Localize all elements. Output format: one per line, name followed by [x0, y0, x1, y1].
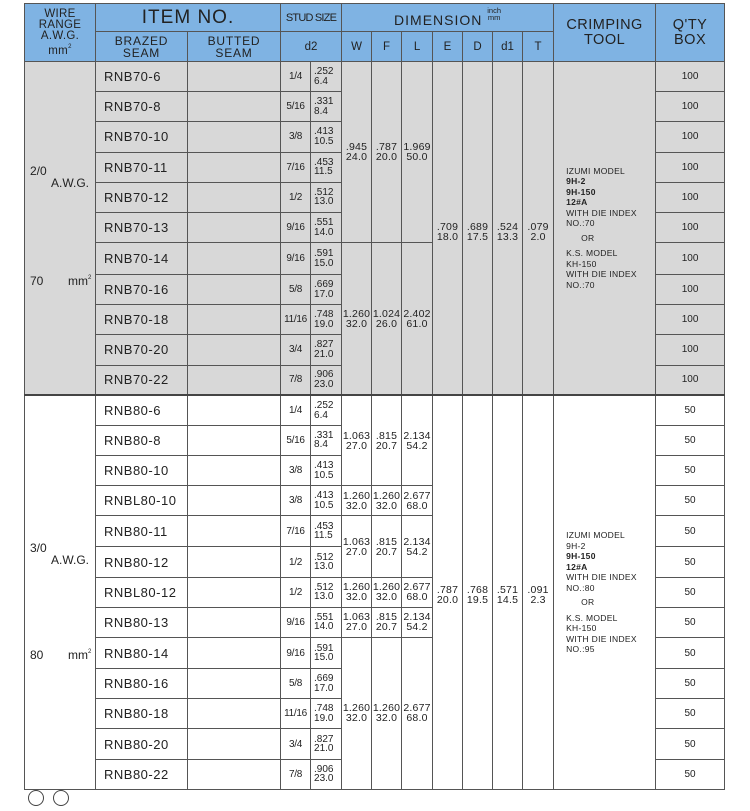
qty-box-cell: 100 — [656, 122, 725, 152]
header-stud-size: STUD SIZE — [281, 4, 342, 32]
crimping-tool-cell: IZUMI MODEL 9H-2 9H-150 12#A WITH DIE INDEX NO.:80 OR K.S. MODEL KH-150 WITH DIE INDEX NO.:95 — [554, 395, 656, 789]
brazed-seam-cell: RNB80-14 — [96, 638, 188, 669]
stud-size-cell: 3/8 — [281, 486, 311, 516]
qty-box-cell: 100 — [656, 92, 725, 122]
stud-size-cell: 9/16 — [281, 607, 311, 637]
butted-seam-cell — [188, 305, 281, 335]
d2-cell: .551 14.0 — [311, 212, 342, 242]
f-dimension-cell: .815 20.7 — [372, 516, 402, 577]
qty-box-cell: 50 — [656, 456, 725, 486]
qty-box-cell: 100 — [656, 62, 725, 92]
d2-cell: .906 23.0 — [311, 759, 342, 789]
l-dimension-cell: 2.134 54.2 — [402, 516, 433, 577]
butted-seam-cell — [188, 152, 281, 182]
brazed-seam-cell: RNB70-12 — [96, 182, 188, 212]
butted-seam-cell — [188, 456, 281, 486]
stud-size-cell: 1/2 — [281, 577, 311, 607]
d2-cell: .453 11.5 — [311, 152, 342, 182]
table-row — [25, 62, 725, 92]
brazed-seam-cell: RNB70-22 — [96, 365, 188, 395]
stud-size-cell: 1/4 — [281, 395, 311, 425]
f-dimension-cell: .815 20.7 — [372, 395, 402, 486]
terminal-spec-table — [24, 3, 725, 790]
qty-box-cell: 50 — [656, 516, 725, 547]
d2-cell: .512 13.0 — [311, 547, 342, 577]
w-dimension-cell: 1.260 32.0 — [342, 638, 372, 790]
butted-seam-cell — [188, 607, 281, 637]
stud-size-cell: 1/2 — [281, 182, 311, 212]
brazed-seam-cell: RNB80-6 — [96, 395, 188, 425]
butted-seam-cell — [188, 669, 281, 699]
butted-seam-cell — [188, 638, 281, 669]
header-item-no: ITEM NO. — [96, 4, 281, 32]
brazed-seam-cell: RNB80-13 — [96, 607, 188, 637]
qty-box-cell: 100 — [656, 305, 725, 335]
d1-dimension-cell: .524 13.3 — [493, 62, 523, 396]
circle-symbol-icon — [28, 790, 44, 806]
butted-seam-cell — [188, 729, 281, 759]
d-dimension-cell: .768 19.5 — [463, 395, 493, 789]
f-dimension-cell: 1.260 32.0 — [372, 486, 402, 516]
brazed-seam-cell: RNB80-12 — [96, 547, 188, 577]
qty-box-cell: 100 — [656, 274, 725, 304]
mm2-value: 80 — [30, 648, 44, 663]
stud-size-cell: 1/4 — [281, 62, 311, 92]
brazed-seam-cell: RNB70-14 — [96, 243, 188, 275]
stud-size-cell: 9/16 — [281, 638, 311, 669]
l-dimension-cell: 2.677 68.0 — [402, 638, 433, 790]
header-brazed-seam: BRAZED SEAM — [96, 32, 188, 62]
awg-unit: A.W.G. — [51, 175, 90, 190]
brazed-seam-cell: RNB80-11 — [96, 516, 188, 547]
d2-cell: .512 13.0 — [311, 577, 342, 607]
qty-box-cell: 50 — [656, 577, 725, 607]
header-dimension: DIMENSION inch mm — [342, 4, 554, 32]
butted-seam-cell — [188, 395, 281, 425]
d2-cell: .748 19.0 — [311, 305, 342, 335]
d-dimension-cell: .689 17.5 — [463, 62, 493, 396]
footnote-symbols — [28, 790, 78, 811]
f-dimension-cell: 1.260 32.0 — [372, 638, 402, 790]
f-dimension-cell: .815 20.7 — [372, 607, 402, 637]
f-dimension-cell: .787 20.0 — [372, 62, 402, 243]
stud-size-cell: 7/16 — [281, 516, 311, 547]
butted-seam-cell — [188, 243, 281, 275]
butted-seam-cell — [188, 425, 281, 455]
qty-box-cell: 50 — [656, 729, 725, 759]
qty-box-cell: 50 — [656, 425, 725, 455]
d2-cell: .591 15.0 — [311, 243, 342, 275]
qty-box-cell: 50 — [656, 607, 725, 637]
d2-cell: .591 15.0 — [311, 638, 342, 669]
butted-seam-cell — [188, 335, 281, 365]
l-dimension-cell: 2.677 68.0 — [402, 486, 433, 516]
qty-box-cell: 50 — [656, 638, 725, 669]
brazed-seam-cell: RNB70-10 — [96, 122, 188, 152]
stud-size-cell: 11/16 — [281, 699, 311, 729]
header-d2: d2 — [281, 32, 342, 62]
stud-size-cell: 7/8 — [281, 365, 311, 395]
qty-box-cell: 100 — [656, 365, 725, 395]
qty-box-cell: 100 — [656, 182, 725, 212]
brazed-seam-cell: RNB80-20 — [96, 729, 188, 759]
w-dimension-cell: 1.063 27.0 — [342, 395, 372, 486]
butted-seam-cell — [188, 516, 281, 547]
brazed-seam-cell: RNB80-8 — [96, 425, 188, 455]
header-e: E — [433, 32, 463, 62]
brazed-seam-cell: RNB70-13 — [96, 212, 188, 242]
awg-value: 3/0 — [30, 541, 47, 556]
brazed-seam-cell: RNB70-20 — [96, 335, 188, 365]
brazed-seam-cell: RNB80-16 — [96, 669, 188, 699]
t-dimension-cell: .091 2.3 — [523, 395, 554, 789]
stud-size-cell: 1/2 — [281, 547, 311, 577]
header-l: L — [402, 32, 433, 62]
stud-size-cell: 11/16 — [281, 305, 311, 335]
l-dimension-cell: 2.134 54.2 — [402, 607, 433, 637]
w-dimension-cell: 1.260 32.0 — [342, 243, 372, 396]
butted-seam-cell — [188, 547, 281, 577]
w-dimension-cell: 1.063 27.0 — [342, 516, 372, 577]
qty-box-cell: 50 — [656, 669, 725, 699]
qty-box-cell: 100 — [656, 152, 725, 182]
mm2-value: 70 — [30, 274, 44, 289]
l-dimension-cell: 1.969 50.0 — [402, 62, 433, 243]
dimension-unit: inch mm — [487, 6, 502, 22]
stud-size-cell: 5/16 — [281, 425, 311, 455]
crimping-tool-cell: IZUMI MODEL 9H-2 9H-150 12#A WITH DIE INDEX NO.:70 OR K.S. MODEL KH-150 WITH DIE INDEX NO.:70 — [554, 62, 656, 396]
stud-size-cell: 3/4 — [281, 335, 311, 365]
brazed-seam-cell: RNB80-18 — [96, 699, 188, 729]
stud-size-cell: 3/4 — [281, 729, 311, 759]
stud-size-cell: 5/8 — [281, 669, 311, 699]
d2-cell: .512 13.0 — [311, 182, 342, 212]
header-t: T — [523, 32, 554, 62]
butted-seam-cell — [188, 274, 281, 304]
stud-size-cell: 5/8 — [281, 274, 311, 304]
d2-cell: .669 17.0 — [311, 274, 342, 304]
header-wire-range: WIRE RANGE A.W.G. $mm^2$ — [25, 4, 96, 62]
qty-box-cell: 50 — [656, 759, 725, 789]
qty-box-cell: 100 — [656, 212, 725, 242]
mm2-unit: $mm^2$ — [68, 648, 92, 663]
t-dimension-cell: .079 2.0 — [523, 62, 554, 396]
d2-cell: .827 21.0 — [311, 729, 342, 759]
butted-seam-cell — [188, 212, 281, 242]
brazed-seam-cell: RNB70-8 — [96, 92, 188, 122]
butted-seam-cell — [188, 92, 281, 122]
stud-size-cell: 7/8 — [281, 759, 311, 789]
mm2-unit: $mm^2$ — [68, 274, 92, 289]
brazed-seam-cell: RNB70-16 — [96, 274, 188, 304]
d2-cell: .413 10.5 — [311, 122, 342, 152]
brazed-seam-cell: RNB80-22 — [96, 759, 188, 789]
stud-size-cell: 3/8 — [281, 122, 311, 152]
table-row — [25, 395, 725, 425]
butted-seam-cell — [188, 577, 281, 607]
header-qty-box: Q'TY BOX — [656, 4, 725, 62]
stud-size-cell: 9/16 — [281, 212, 311, 242]
butted-seam-cell — [188, 699, 281, 729]
header-crimping-tool: CRIMPING TOOL — [554, 4, 656, 62]
qty-box-cell: 50 — [656, 395, 725, 425]
w-dimension-cell: 1.063 27.0 — [342, 607, 372, 637]
brazed-seam-cell: RNB70-18 — [96, 305, 188, 335]
circle-symbol-icon — [53, 790, 69, 806]
stud-size-cell: 7/16 — [281, 152, 311, 182]
brazed-seam-cell: RNBL80-10 — [96, 486, 188, 516]
w-dimension-cell: .945 24.0 — [342, 62, 372, 243]
w-dimension-cell: 1.260 32.0 — [342, 577, 372, 607]
brazed-seam-cell: RNB70-11 — [96, 152, 188, 182]
butted-seam-cell — [188, 486, 281, 516]
qty-box-cell: 50 — [656, 547, 725, 577]
d2-cell: .551 14.0 — [311, 607, 342, 637]
header-f: F — [372, 32, 402, 62]
butted-seam-cell — [188, 759, 281, 789]
wire-range-cell — [25, 395, 96, 789]
brazed-seam-cell: RNB70-6 — [96, 62, 188, 92]
d2-cell: .331 8.4 — [311, 92, 342, 122]
d2-cell: .252 6.4 — [311, 62, 342, 92]
butted-seam-cell — [188, 182, 281, 212]
qty-box-cell: 50 — [656, 486, 725, 516]
d2-cell: .331 8.4 — [311, 425, 342, 455]
header-butted-seam: BUTTED SEAM — [188, 32, 281, 62]
d2-cell: .252 6.4 — [311, 395, 342, 425]
l-dimension-cell: 2.134 54.2 — [402, 395, 433, 486]
d2-cell: .827 21.0 — [311, 335, 342, 365]
e-dimension-cell: .709 18.0 — [433, 62, 463, 396]
l-dimension-cell: 2.677 68.0 — [402, 577, 433, 607]
qty-box-cell: 100 — [656, 335, 725, 365]
butted-seam-cell — [188, 365, 281, 395]
header-w: W — [342, 32, 372, 62]
brazed-seam-cell: RNBL80-12 — [96, 577, 188, 607]
stud-size-cell: 5/16 — [281, 92, 311, 122]
butted-seam-cell — [188, 62, 281, 92]
e-dimension-cell: .787 20.0 — [433, 395, 463, 789]
d2-cell: .748 19.0 — [311, 699, 342, 729]
brazed-seam-cell: RNB80-10 — [96, 456, 188, 486]
header-d1: d1 — [493, 32, 523, 62]
d2-cell: .669 17.0 — [311, 669, 342, 699]
stud-size-cell: 9/16 — [281, 243, 311, 275]
table-body — [25, 62, 725, 790]
qty-box-cell: 100 — [656, 243, 725, 275]
f-dimension-cell: 1.260 32.0 — [372, 577, 402, 607]
header-d: D — [463, 32, 493, 62]
d2-cell: .906 23.0 — [311, 365, 342, 395]
awg-value: 2/0 — [30, 163, 47, 178]
l-dimension-cell: 2.402 61.0 — [402, 243, 433, 396]
f-dimension-cell: 1.024 26.0 — [372, 243, 402, 396]
wire-range-cell — [25, 62, 96, 396]
stud-size-cell: 3/8 — [281, 456, 311, 486]
awg-unit: A.W.G. — [51, 553, 90, 568]
d1-dimension-cell: .571 14.5 — [493, 395, 523, 789]
w-dimension-cell: 1.260 32.0 — [342, 486, 372, 516]
d2-cell: .413 10.5 — [311, 456, 342, 486]
butted-seam-cell — [188, 122, 281, 152]
d2-cell: .413 10.5 — [311, 486, 342, 516]
qty-box-cell: 50 — [656, 699, 725, 729]
d2-cell: .453 11.5 — [311, 516, 342, 547]
